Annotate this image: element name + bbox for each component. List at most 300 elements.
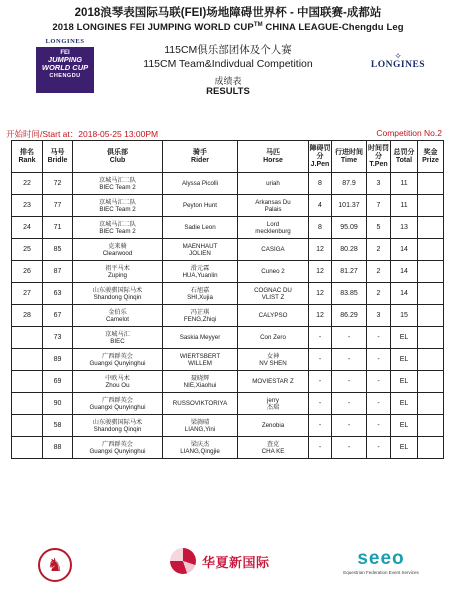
bridle-cell-text: 73 (53, 334, 62, 341)
rider-cell (163, 327, 238, 349)
time-penalty-cell-text: 2 (376, 268, 381, 275)
total-cell (391, 349, 418, 371)
club-cell (73, 217, 163, 239)
horse-cell-text: CASIGA (261, 246, 285, 253)
jump-penalty-cell-text: 12 (316, 290, 324, 297)
prize-cell (418, 393, 444, 415)
horse-cell-text: Arkansas Du (255, 198, 291, 206)
horse-cell-text: CHA KE (261, 447, 285, 455)
jump-penalty-cell-text: 4 (318, 202, 322, 209)
bridle-cell-text: 89 (53, 356, 62, 363)
horse-cell-text: MOVIESTAR Z (252, 378, 294, 385)
jump-penalty-cell (309, 173, 332, 195)
horse-cell (238, 305, 309, 327)
bridle-cell (43, 261, 73, 283)
longines-logo (363, 52, 433, 70)
jump-penalty-cell (309, 371, 332, 393)
jump-penalty-cell (309, 217, 332, 239)
jump-penalty-cell (309, 393, 332, 415)
table-row (12, 173, 444, 195)
column-header-zh: 行进时间 (335, 148, 363, 156)
horse-cell-text: Con Zero (260, 334, 286, 341)
total-cell (391, 393, 418, 415)
horse-cell (238, 415, 309, 437)
prize-cell (418, 239, 444, 261)
column-header-zh: 俱乐部 (107, 148, 128, 156)
rank-cell (12, 261, 43, 283)
rank-cell (12, 217, 43, 239)
bridle-cell-text: 69 (53, 378, 62, 385)
horse-cell-text: 杰瑞 (266, 403, 280, 411)
horse-cell (238, 371, 309, 393)
rider-cell-text: Saskia Meyyer (179, 334, 221, 341)
horse-cell-text: jerry (266, 396, 280, 404)
time-cell-text: 101.37 (338, 202, 360, 209)
jump-penalty-cell-text: 8 (318, 224, 322, 231)
rank-cell (12, 393, 43, 415)
bridle-cell (43, 195, 73, 217)
club-cell-text: Camelot (105, 315, 130, 323)
time-cell (332, 437, 367, 459)
time-penalty-cell (367, 239, 391, 261)
results-title-english: RESULTS (206, 86, 250, 97)
title-english-main: 2018 LONGINES FEI JUMPING WORLD CUP (52, 22, 254, 34)
column-header-zh: 马匹 (266, 148, 280, 156)
time-penalty-cell (367, 415, 391, 437)
column-header (238, 141, 309, 173)
huaxia-mark-icon (170, 548, 196, 574)
rank-cell-text: 27 (23, 290, 31, 297)
total-cell-text: 14 (400, 268, 408, 275)
horse-cell-text: Lord (266, 220, 280, 228)
horse-cell (238, 327, 309, 349)
seeo-logo (336, 548, 426, 588)
jump-penalty-cell (309, 305, 332, 327)
time-penalty-cell-text: - (377, 378, 380, 385)
total-cell-text: EL (399, 356, 409, 363)
rider-cell-text: FENG,Zhiqi (183, 315, 217, 323)
table-row (12, 217, 444, 239)
total-cell-text: 11 (400, 202, 408, 209)
rider-cell-text: 冯芷琪 (190, 308, 210, 316)
rank-cell-text: 22 (23, 180, 31, 187)
rank-cell-text: 28 (23, 312, 31, 319)
rider-cell (163, 283, 238, 305)
club-cell-text: 广西群英会 (102, 440, 133, 448)
time-cell (332, 217, 367, 239)
horse-cell (238, 261, 309, 283)
column-header-zh: 总罚分 (393, 148, 415, 156)
club-cell-text: 广西群英会 (102, 396, 133, 404)
rider-cell-text: RUSSOVIKTORIYA (172, 400, 228, 407)
rider-cell-text: SHI,Xujia (187, 293, 213, 301)
time-penalty-cell (367, 217, 391, 239)
bridle-cell-text: 85 (53, 246, 62, 253)
bridle-cell-text: 77 (53, 202, 62, 209)
world-cup-logo (36, 38, 94, 100)
prize-cell (418, 173, 444, 195)
club-cell (73, 239, 163, 261)
total-cell (391, 261, 418, 283)
club-cell (73, 261, 163, 283)
time-cell-text: 86.29 (340, 312, 358, 319)
column-header (418, 141, 444, 173)
column-header-en: J.Pen (310, 160, 330, 168)
time-cell (332, 349, 367, 371)
total-cell (391, 371, 418, 393)
club-cell-text: Guangxi Qunyinghui (89, 403, 146, 411)
title-english (0, 22, 456, 33)
club-cell (73, 415, 163, 437)
prize-cell (418, 437, 444, 459)
time-penalty-cell-text: 5 (376, 224, 381, 231)
world-cup-badge (36, 47, 94, 93)
results-table (11, 140, 444, 459)
bridle-cell-text: 72 (53, 180, 62, 187)
time-penalty-cell (367, 195, 391, 217)
club-cell-text: BIEC Team 2 (99, 227, 136, 235)
bridle-cell (43, 437, 73, 459)
horse-cell (238, 173, 309, 195)
column-header-en: Club (109, 156, 126, 164)
column-header (43, 141, 73, 173)
seeo-wordmark: seeo (357, 548, 405, 569)
time-cell-text: 95.09 (340, 224, 358, 231)
bridle-cell-text: 87 (53, 268, 62, 275)
world-cup-text: WORLD CUP (41, 63, 89, 72)
column-header-en: Bridle (47, 156, 68, 164)
jump-penalty-cell-text: 12 (316, 268, 324, 275)
column-header (163, 141, 238, 173)
club-cell-text: 京城马汇 (105, 330, 130, 338)
horse-cell (238, 393, 309, 415)
jump-penalty-cell (309, 261, 332, 283)
horse-emblem-icon (38, 548, 72, 582)
column-header (12, 141, 43, 173)
jump-penalty-cell-text: 8 (318, 180, 322, 187)
rider-cell-text: JOLIEN (189, 249, 211, 257)
bridle-cell (43, 173, 73, 195)
club-cell (73, 327, 163, 349)
club-cell-text: Zuping (108, 271, 127, 279)
rider-cell (163, 261, 238, 283)
rider-cell-text: 梁旖晴 (190, 418, 210, 426)
prize-cell (418, 371, 444, 393)
time-penalty-cell-text: - (377, 334, 380, 341)
table-row (12, 305, 444, 327)
total-cell-text: EL (399, 334, 409, 341)
jump-penalty-cell-text: 12 (316, 312, 324, 319)
horse-cell-text: 女神 (266, 352, 280, 360)
total-cell-text: 15 (400, 312, 408, 319)
longines-wordmark-small: LONGINES (45, 38, 85, 45)
bridle-cell-text: 90 (53, 400, 62, 407)
column-header-zh: 骑手 (193, 148, 207, 156)
total-cell (391, 173, 418, 195)
jump-penalty-cell-text: - (318, 378, 322, 385)
city-text: CHENGDU (49, 73, 81, 79)
time-cell (332, 261, 367, 283)
total-cell (391, 437, 418, 459)
bridle-cell (43, 217, 73, 239)
bridle-cell-text: 67 (53, 312, 62, 319)
time-cell-text: - (347, 400, 351, 407)
time-penalty-cell (367, 283, 391, 305)
time-cell-text: - (347, 378, 351, 385)
club-cell-text: 祖平马术 (105, 264, 130, 272)
total-cell-text: 14 (400, 246, 408, 253)
rank-cell (12, 437, 43, 459)
jump-penalty-cell (309, 327, 332, 349)
horse-cell (238, 217, 309, 239)
jump-penalty-cell (309, 283, 332, 305)
time-cell (332, 283, 367, 305)
time-cell (332, 195, 367, 217)
rider-cell (163, 415, 238, 437)
rank-cell-text: 25 (23, 246, 31, 253)
huaxia-wordmark: 华夏新国际 (202, 554, 270, 570)
bridle-cell (43, 393, 73, 415)
rank-cell (12, 415, 43, 437)
table-row (12, 415, 444, 437)
fei-text: FEI (60, 50, 70, 56)
rank-cell (12, 305, 43, 327)
jump-penalty-cell-text: - (318, 356, 322, 363)
results-title-chinese: 成绩表 (214, 76, 242, 86)
time-penalty-cell (367, 261, 391, 283)
horse-cell-text: CALYPSO (258, 312, 288, 319)
bridle-cell (43, 327, 73, 349)
horse-cell (238, 239, 309, 261)
bridle-cell-text: 58 (53, 422, 62, 429)
time-penalty-cell (367, 393, 391, 415)
jump-penalty-cell-text: 12 (316, 246, 324, 253)
total-cell-text: EL (399, 378, 409, 385)
bridle-cell (43, 239, 73, 261)
rider-cell-text: 聂晓辉 (190, 374, 210, 382)
rider-cell-text: NIE,Xiaohui (183, 381, 217, 389)
bridle-cell (43, 305, 73, 327)
time-cell (332, 415, 367, 437)
jump-penalty-cell (309, 415, 332, 437)
table-row (12, 393, 444, 415)
rider-cell-text: HUA,Yuanlin (182, 271, 218, 279)
time-cell-text: 83.85 (340, 290, 358, 297)
total-cell-text: 14 (400, 290, 408, 297)
seeo-tagline: Equestrian Federation Event Services (343, 570, 419, 575)
time-penalty-cell-text: - (377, 356, 380, 363)
club-cell-text: Guangxi Qunyinghui (89, 447, 146, 455)
club-cell-text: Shandong Qinqin (93, 425, 142, 433)
jump-penalty-cell (309, 437, 332, 459)
horse-cell-text: VLIST Z (261, 293, 285, 301)
bridle-cell-text: 63 (53, 290, 62, 297)
club-cell-text: 金伯乐 (108, 308, 127, 316)
horse-cell-text: Zenobia (261, 422, 285, 429)
jump-penalty-cell-text: - (318, 400, 322, 407)
time-cell (332, 173, 367, 195)
rider-cell-text: 梁庆杰 (190, 440, 210, 448)
time-cell-text: - (347, 356, 351, 363)
rider-cell (163, 217, 238, 239)
jump-penalty-cell (309, 239, 332, 261)
time-penalty-cell-text: 7 (376, 202, 381, 209)
time-penalty-cell-text: - (377, 422, 380, 429)
rider-cell (163, 195, 238, 217)
club-cell-text: 克来骑 (108, 242, 127, 250)
competition-number: Competition No.2 (376, 128, 442, 138)
club-cell-text: 广西群英会 (102, 352, 133, 360)
prize-cell (418, 261, 444, 283)
horse-cell-text: Cuneo 2 (261, 268, 285, 275)
total-cell (391, 195, 418, 217)
table-row (12, 261, 444, 283)
rank-cell (12, 195, 43, 217)
rank-cell-text: 26 (23, 268, 31, 275)
club-cell-text: Clearwood (102, 249, 133, 257)
horse-cell-text: uriah (266, 180, 280, 187)
club-cell (73, 393, 163, 415)
club-cell (73, 305, 163, 327)
longines-wordmark: LONGINES (370, 60, 426, 70)
column-header-zh: 排名 (20, 148, 34, 156)
time-cell (332, 305, 367, 327)
horse-cell (238, 283, 309, 305)
column-header-en: T.Pen (369, 160, 388, 168)
club-cell-text: BIEC Team 2 (99, 205, 136, 213)
time-cell-text: 87.9 (342, 180, 356, 187)
time-penalty-cell (367, 327, 391, 349)
jump-penalty-cell-text: - (318, 422, 322, 429)
rank-cell (12, 173, 43, 195)
horse-cell-text: COGNAC DU (254, 286, 292, 294)
club-cell (73, 173, 163, 195)
club-cell-text: Guangxi Qunyinghui (89, 359, 146, 367)
total-cell (391, 415, 418, 437)
competition-title-english: 115CM Team&Indivdual Competition (143, 58, 313, 70)
horse-cell (238, 437, 309, 459)
prize-cell (418, 283, 444, 305)
table-row (12, 239, 444, 261)
bridle-cell-text: 71 (53, 224, 62, 231)
rider-cell-text: Alyssa Picolli (181, 180, 219, 187)
jump-penalty-cell-text: - (318, 444, 322, 451)
time-cell-text: - (347, 444, 351, 451)
prize-cell (418, 195, 444, 217)
column-header-zh: 马号 (50, 148, 65, 156)
time-penalty-cell-text: 3 (376, 180, 381, 187)
time-cell-text: - (347, 334, 351, 341)
column-header-en: Horse (263, 156, 283, 164)
rider-cell (163, 437, 238, 459)
horse-head-icon: ♞ (46, 555, 64, 575)
rider-cell-text: Sadie Leon (184, 224, 216, 231)
column-header-zh: 障碍罚分 (309, 144, 331, 160)
table-body (12, 173, 444, 459)
time-cell (332, 371, 367, 393)
club-cell (73, 195, 163, 217)
rank-cell (12, 349, 43, 371)
prize-cell (418, 217, 444, 239)
column-header (367, 141, 391, 173)
table-row (12, 195, 444, 217)
trademark-mark: TM (253, 22, 263, 28)
rider-cell-text: LIANG,Yini (184, 425, 216, 433)
total-cell-text: EL (399, 400, 409, 407)
club-cell (73, 437, 163, 459)
winged-hourglass-icon: ✧ (394, 51, 402, 61)
jump-penalty-cell-text: - (318, 334, 322, 341)
time-cell-text: 81.27 (340, 268, 358, 275)
horse-cell-text: NV SHEN (259, 359, 287, 367)
rider-cell-text: 滑元霖 (190, 264, 210, 272)
club-cell (73, 371, 163, 393)
total-cell-text: EL (399, 422, 409, 429)
club-cell-text: 京城马汇二队 (98, 220, 137, 228)
huaxia-logo (170, 548, 300, 588)
rider-cell-text: WIERTSBERT (179, 352, 221, 360)
time-cell-text: 80.28 (340, 246, 358, 253)
total-cell (391, 327, 418, 349)
table-header-row (12, 141, 444, 173)
bridle-cell-text: 88 (53, 444, 62, 451)
total-cell (391, 283, 418, 305)
column-header (73, 141, 163, 173)
club-cell-text: 京城马汇二队 (98, 198, 137, 206)
rank-cell (12, 327, 43, 349)
column-header-en: Prize (422, 156, 439, 164)
title-chinese: 2018浪琴表国际马联(FEI)场地障碍世界杯 - 中国联赛-成都站 (74, 7, 382, 19)
rider-cell-text: LIANG,Qingjie (180, 447, 220, 455)
jumping-text: JUMPING (47, 55, 83, 64)
rider-cell (163, 305, 238, 327)
horse-cell-text: mecklenburg (255, 227, 291, 235)
jump-penalty-cell (309, 349, 332, 371)
time-penalty-cell-text: 2 (376, 246, 381, 253)
time-penalty-cell (367, 173, 391, 195)
time-penalty-cell-text: 3 (376, 312, 381, 319)
jump-penalty-cell (309, 195, 332, 217)
rider-cell (163, 371, 238, 393)
time-penalty-cell (367, 305, 391, 327)
total-cell (391, 239, 418, 261)
prize-cell (418, 327, 444, 349)
time-penalty-cell-text: 2 (376, 290, 381, 297)
rider-cell (163, 173, 238, 195)
total-cell-text: EL (399, 444, 409, 451)
horse-cell-text: 查克 (266, 440, 280, 448)
bridle-cell (43, 415, 73, 437)
rider-cell (163, 239, 238, 261)
bridle-cell (43, 371, 73, 393)
table-row (12, 283, 444, 305)
club-cell-text: BIEC (110, 337, 125, 345)
time-penalty-cell (367, 437, 391, 459)
column-header-en: Time (340, 156, 358, 164)
horse-cell (238, 195, 309, 217)
rider-cell (163, 393, 238, 415)
column-header-en: Total (395, 156, 413, 164)
club-cell (73, 349, 163, 371)
club-cell-text: BIEC Team 2 (99, 183, 136, 191)
total-cell (391, 305, 418, 327)
table-row (12, 371, 444, 393)
rider-cell-text: 石旭嘉 (190, 286, 210, 294)
rider-cell-text: MAENHAUT (182, 242, 218, 250)
rider-cell (163, 349, 238, 371)
rider-cell-text: WILLEM (188, 359, 212, 367)
prize-cell (418, 305, 444, 327)
